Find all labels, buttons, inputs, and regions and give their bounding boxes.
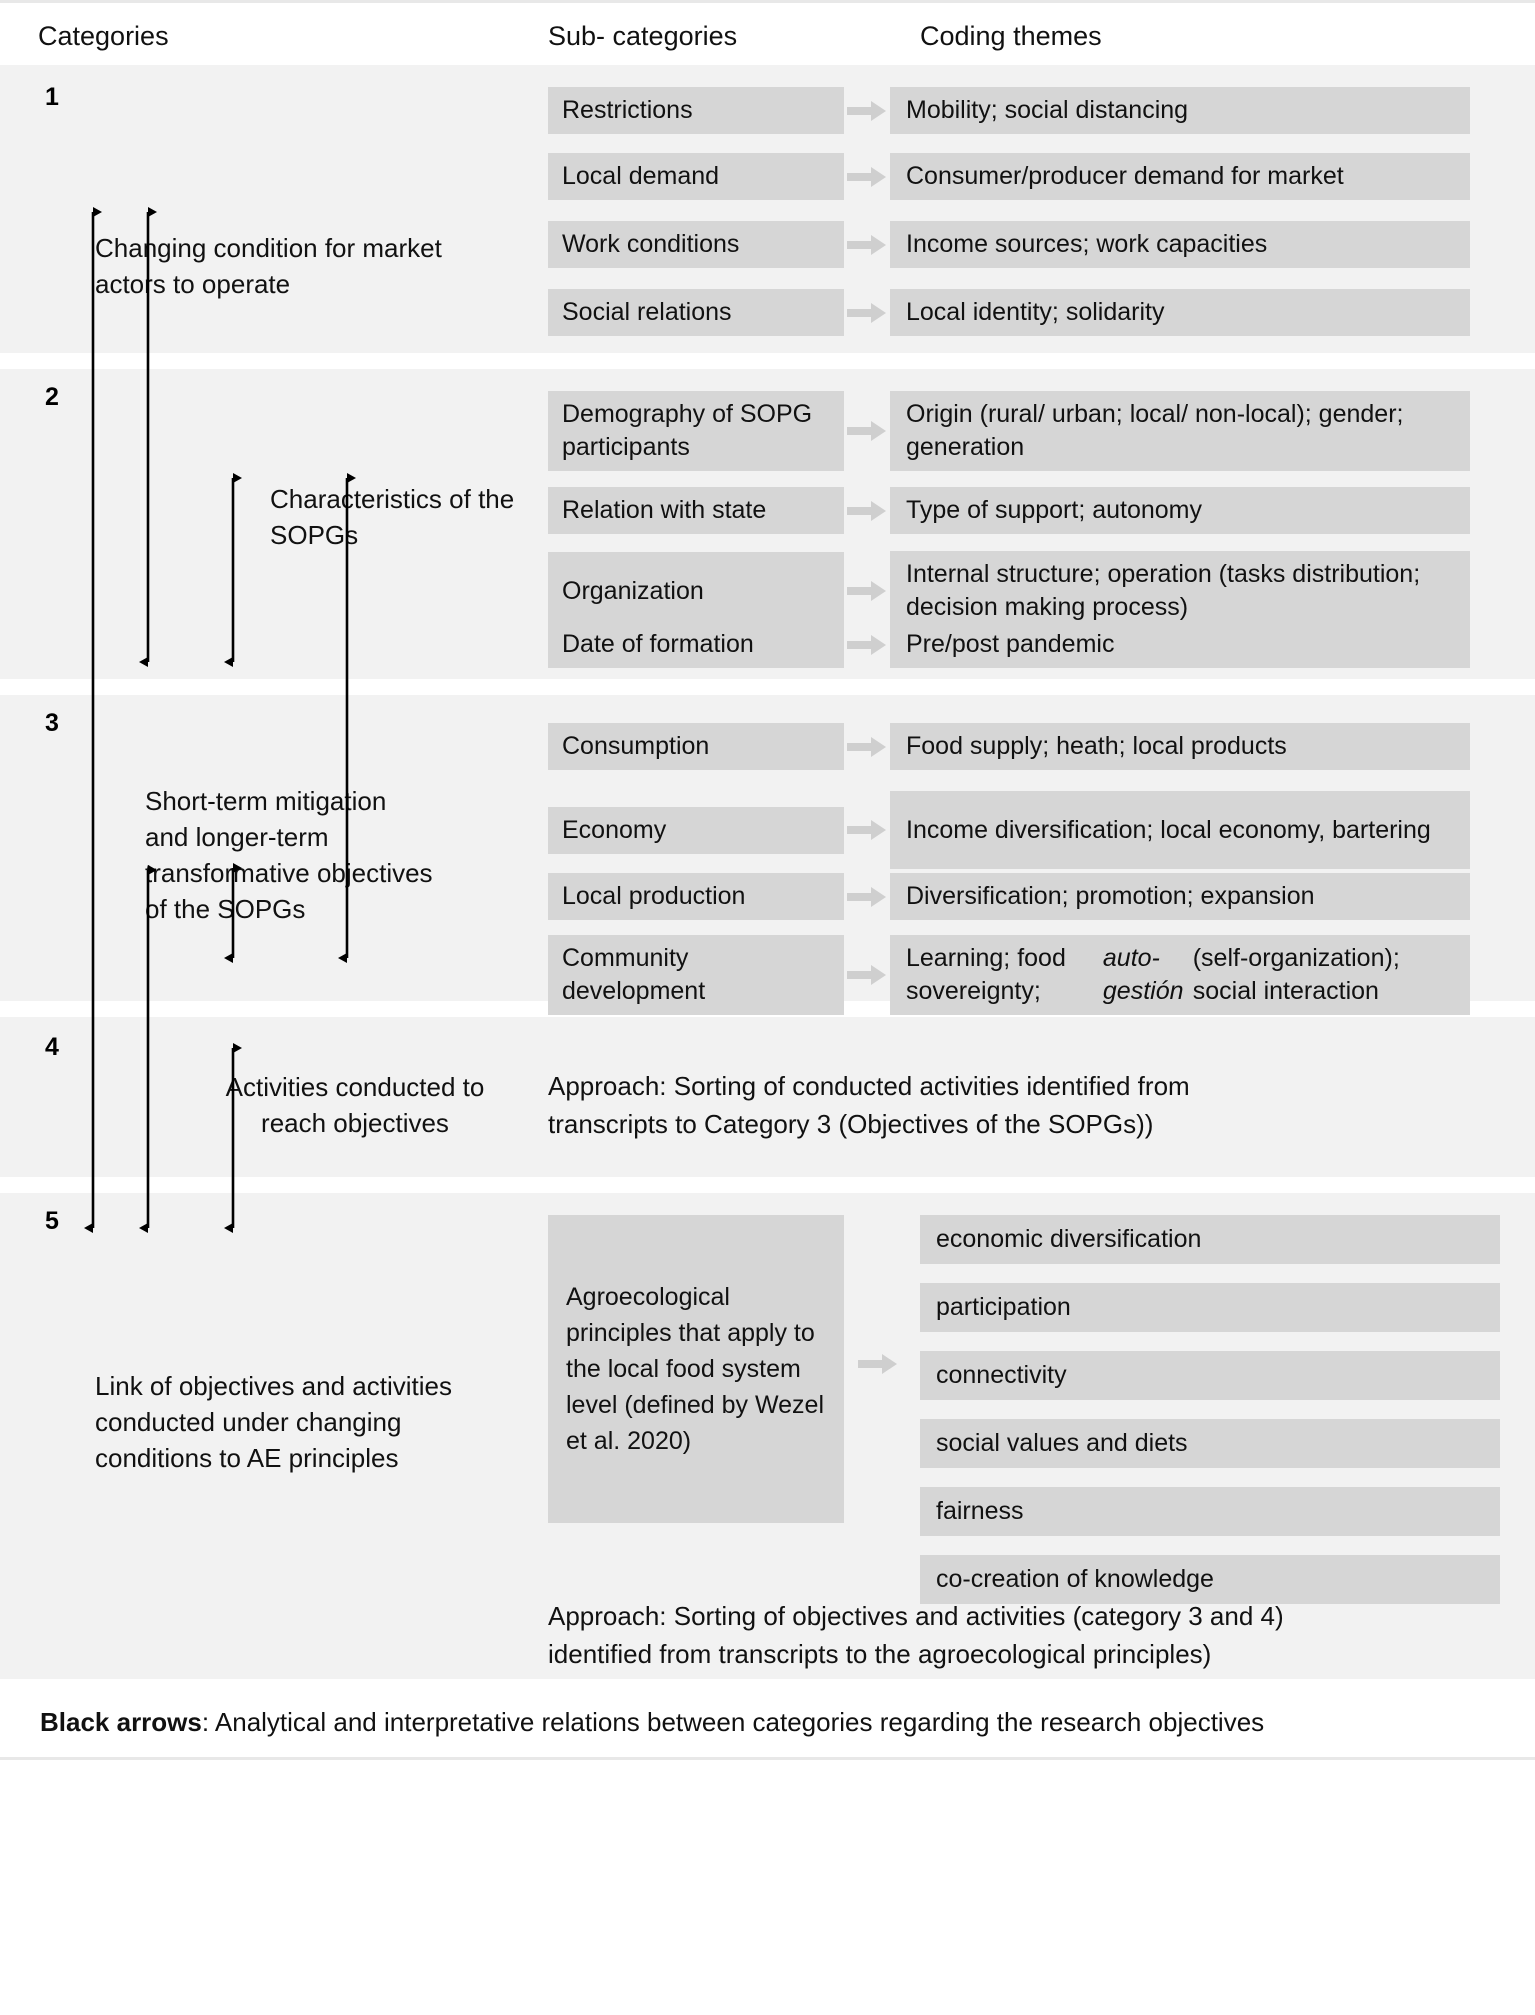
section-4	[0, 1017, 1535, 1177]
right-arrow-icon	[844, 886, 890, 908]
section-1	[0, 65, 1535, 353]
section-number-3: 3	[45, 709, 59, 737]
principle-item: connectivity	[920, 1351, 1500, 1400]
ae-principles-box: Agroecological principles that apply to the local food system level (defined by Wezel et al. 2020)	[548, 1215, 844, 1523]
principle-item: fairness	[920, 1487, 1500, 1536]
table-row	[548, 487, 1470, 534]
legend-text: : Analytical and interpretative relations between categories regarding the research objectives	[201, 1707, 1265, 1737]
table-row	[548, 723, 1470, 770]
section-number-2: 2	[45, 383, 59, 411]
coding-theme-box: Pre/post pandemic	[890, 621, 1470, 668]
right-arrow-icon	[844, 302, 890, 324]
principle-item: social values and diets	[920, 1419, 1500, 1468]
category-label-3: Short-term mitigation and longer-term transformative objectives of the SOPGs	[145, 786, 433, 924]
theme-text-a: Learning; food sovereignty;	[906, 944, 1066, 1005]
column-header-themes: Coding themes	[920, 21, 1102, 51]
table-row	[548, 289, 1470, 336]
theme-text-italic: auto-gestión	[1102, 944, 1184, 1005]
principle-item: co-creation of knowledge	[920, 1555, 1500, 1604]
right-arrow-icon	[844, 964, 890, 986]
table-row	[548, 221, 1470, 268]
legend	[0, 1679, 1535, 1757]
coding-theme-box: Income sources; work capacities	[890, 221, 1470, 268]
subcategory-box: Community development	[548, 935, 844, 1015]
subcategory-box: Local production	[548, 873, 844, 920]
section-2	[0, 369, 1535, 679]
subcategory-box: Social relations	[548, 289, 844, 336]
table-row	[548, 551, 1470, 631]
right-arrow-icon	[844, 100, 890, 122]
right-arrow-icon	[844, 420, 890, 442]
right-arrow-icon	[844, 736, 890, 758]
approach-note-5: Approach: Sorting of objectives and activities (category 3 and 4) identified from transcripts to the agroecological principles)	[548, 1601, 1284, 1669]
table-row	[548, 621, 1470, 668]
section-number-5: 5	[45, 1207, 59, 1235]
subcategory-box: Economy	[548, 807, 844, 854]
subcategory-box: Organization	[548, 552, 844, 630]
coding-theme-box: Diversification; promotion; expansion	[890, 873, 1470, 920]
subcategory-box: Local demand	[548, 153, 844, 200]
table-row	[548, 391, 1470, 471]
category-label-2: Characteristics of the SOPGs	[270, 484, 515, 550]
coding-theme-box	[890, 935, 1470, 1015]
table-row	[548, 935, 1470, 1015]
right-arrow-icon	[858, 1353, 898, 1380]
bottom-divider	[0, 1757, 1535, 1760]
table-row	[548, 791, 1470, 869]
column-header-subcategories: Sub- categories	[548, 21, 738, 51]
coding-theme-box: Mobility; social distancing	[890, 87, 1470, 134]
category-label-1	[95, 230, 495, 302]
subcategory-box: Consumption	[548, 723, 844, 770]
principle-item: participation	[920, 1283, 1500, 1332]
subcategory-box: Relation with state	[548, 487, 844, 534]
section-3	[0, 695, 1535, 1005]
approach-note-4: Approach: Sorting of conducted activities identified from transcripts to Category 3 (Objectives of the SOPGs))	[548, 1071, 1190, 1139]
theme-text-b: (self-organization); social interaction	[1192, 944, 1400, 1005]
subcategory-box: Work conditions	[548, 221, 844, 268]
subcategory-box: Date of formation	[548, 621, 844, 668]
column-header-categories: Categories	[38, 21, 169, 51]
table-row	[548, 87, 1470, 134]
coding-theme-box: Origin (rural/ urban; local/ non-local); gender; generation	[890, 391, 1470, 471]
category-label-1-line1: Changing condition for market actors to operate	[95, 233, 442, 299]
subcategory-box: Restrictions	[548, 87, 844, 134]
section-5	[0, 1193, 1535, 1679]
coding-theme-box: Type of support; autonomy	[890, 487, 1470, 534]
coding-theme-box: Income diversification; local economy, bartering	[890, 791, 1470, 869]
coding-theme-box: Consumer/producer demand for market	[890, 153, 1470, 200]
section-number-1: 1	[45, 83, 59, 111]
legend-bold-label: Black arrows	[40, 1707, 202, 1737]
right-arrow-icon	[844, 634, 890, 656]
principle-item: economic diversification	[920, 1215, 1500, 1264]
right-arrow-icon	[844, 500, 890, 522]
section-number-4: 4	[45, 1033, 59, 1061]
table-row	[548, 873, 1470, 920]
subcategory-box: Demography of SOPG participants	[548, 391, 844, 471]
right-arrow-icon	[844, 166, 890, 188]
category-label-4: Activities conducted to reach objectives	[225, 1072, 485, 1138]
right-arrow-icon	[844, 580, 890, 602]
coding-theme-box: Local identity; solidarity	[890, 289, 1470, 336]
column-headers	[0, 3, 1535, 65]
category-label-5: Link of objectives and activities conducted under changing conditions to AE principles	[95, 1371, 452, 1473]
coding-theme-box: Food supply; heath; local products	[890, 723, 1470, 770]
right-arrow-icon	[844, 819, 890, 841]
table-row	[548, 153, 1470, 200]
right-arrow-icon	[844, 234, 890, 256]
coding-theme-box: Internal structure; operation (tasks distribution; decision making process)	[890, 551, 1470, 631]
